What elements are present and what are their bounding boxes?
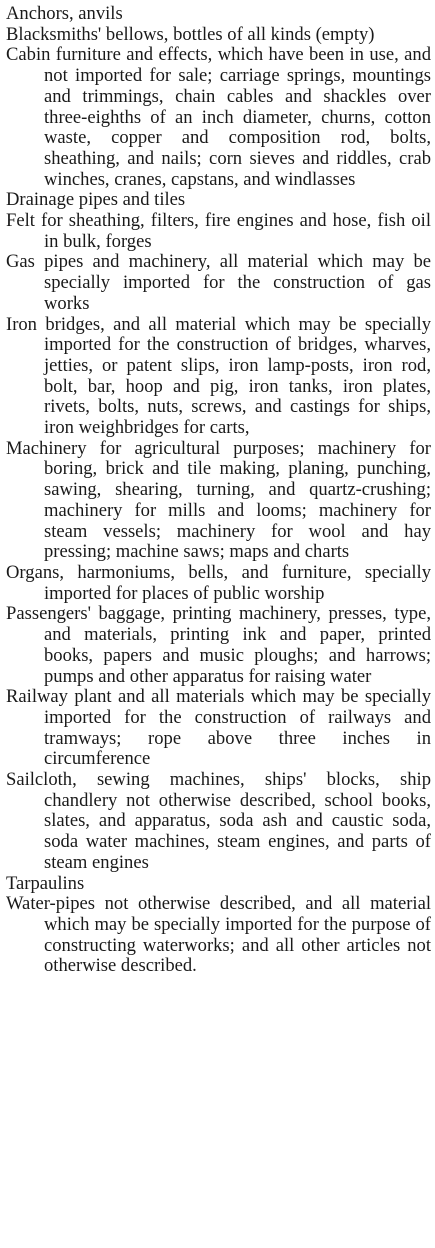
entry-gas-pipes: Gas pipes and machinery, all material which may be specially imported for the construction of gas works xyxy=(6,251,431,314)
entry-machinery: Machinery for agricultural purposes; machinery for boring, brick and tile making, planing, punching, sawing, shearing, turning, and quartz-crushing; machinery for mills and looms; machinery for steam vessels; machinery for wool and hay pressing; machine saws; maps and charts xyxy=(6,437,431,563)
entry-railway: Railway plant and all materials which may be specially imported for the construction of railways and tramways; rope above three inches in circumference xyxy=(6,686,431,770)
entry-felt: Felt for sheathing, filters, fire engines and hose, fish oil in bulk, forges xyxy=(6,210,431,252)
entry-anchors: Anchors, anvils xyxy=(6,3,123,24)
entry-tarpaulins: Tarpaulins xyxy=(6,872,85,894)
entry-blacksmiths: Blacksmiths' bellows, bottles of all kinds (empty) xyxy=(6,23,375,45)
entry-drainage: Drainage pipes and tiles xyxy=(6,189,186,211)
entry-iron-bridges: Iron bridges, and all material which may be specially imported for the construction of bridges, wharves, jetties, or patent slips, iron lamp-posts, iron rod, bolt, bar, hoop and pig, iron tanks, iron plates, rivets, bolts, nuts, screws, and castings for ships, iron weighbridges for carts, xyxy=(6,313,431,439)
entry-cabin-furniture: Cabin furniture and effects, which have been in use, and not imported for sale; carriage springs, mountings and trimmings, chain cables and shackles over three-eighths of an inch diameter, churns, cotton waste, copper and composition rod, bolts, sheathing, and nails; corn sieves and riddles, crab winches, cranes, capstans, and windlasses xyxy=(6,44,431,190)
entry-water-pipes: Water-pipes not otherwise described, and all material which may be specially imported for the purpose of constructing waterworks; and all other articles not otherwise described. xyxy=(6,893,431,977)
entry-organs: Organs, harmoniums, bells, and furniture, specially imported for places of public worship xyxy=(6,561,431,604)
entry-sailcloth: Sailcloth, sewing machines, ships' blocks, ship chandlery not otherwise described, school books, slates, and apparatus, soda ash and caustic soda, soda water machines, steam engines, and parts of steam engines xyxy=(6,769,431,873)
entry-passengers: Passengers' baggage, printing machinery, presses, type, and materials, printing ink and paper, printed books, papers and music ploughs; and harrows; pumps and other apparatus for raising water xyxy=(6,603,431,687)
